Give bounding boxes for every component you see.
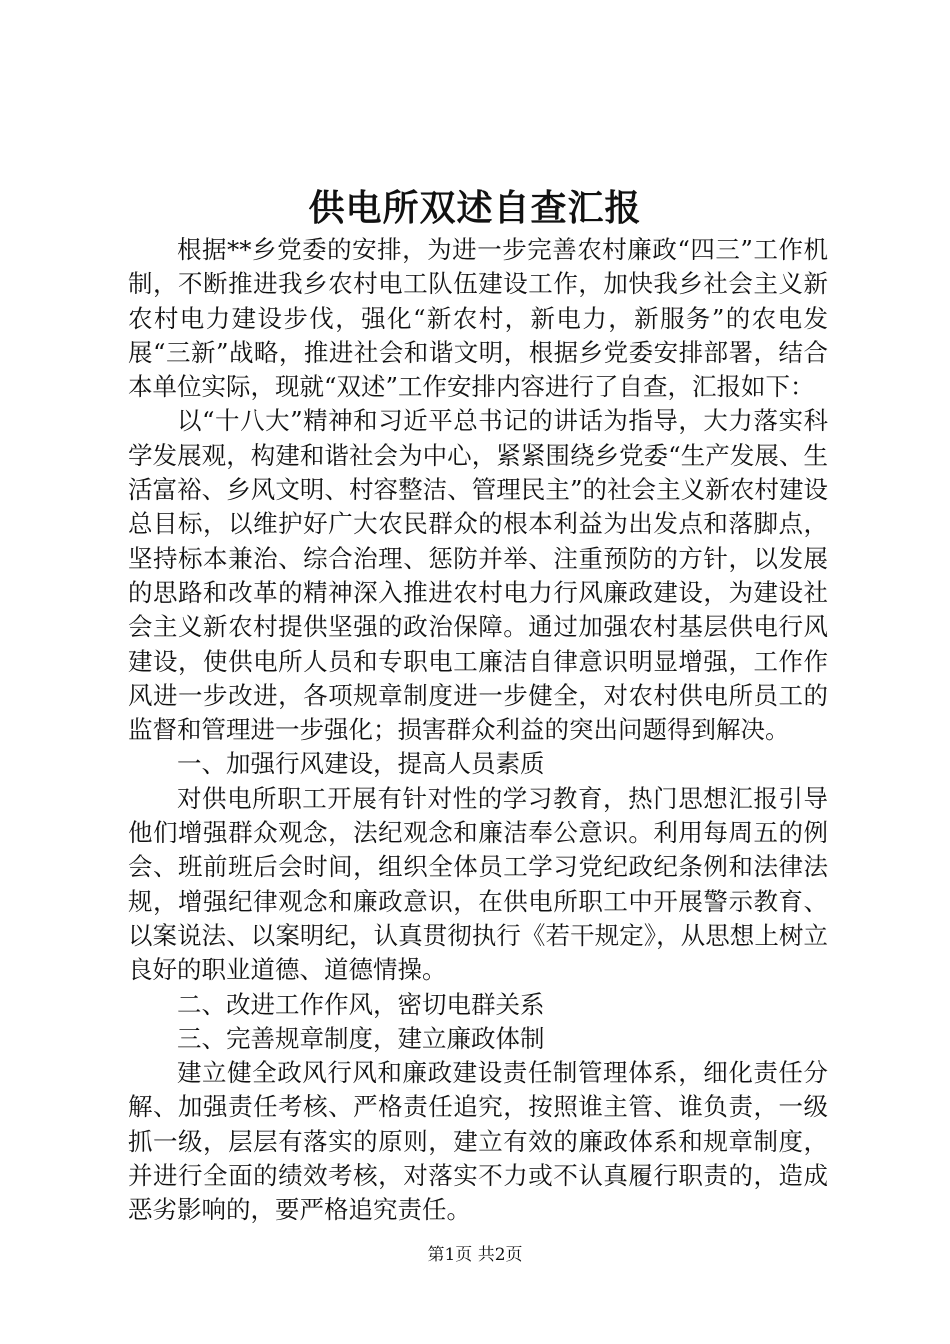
section-heading-1: 一、加强行风建设，提高人员素质 [177, 749, 545, 779]
guiding-principle-paragraph: 以“十八大”精神和习近平总书记的讲话为指导，大力落实科学发展观，构建和谐社会为中心，紧紧围绕乡党委“生产发展、生活富裕、乡风文明、村容整洁、管理民主”的社会主义新农村建设总目标，以维护好广大农民群众的根本利益为出发点和落脚点，坚持标本兼治、综合治理、惩防并举、注重预防的方针，以发展的思路和改革的精神深入推进农村电力行风廉政建设，为建设社会主义新农村提供坚强的政治保障。通过加强农村基层供电行风建设，使供电所人员和专职电工廉洁自律意识明显增强，工作作风进一步改进，各项规章制度进一步健全，对农村供电所员工的监督和管理进一步强化；损害群众利益的突出问题得到解决。 [128, 406, 828, 745]
section-heading-2: 二、改进工作作风，密切电群关系 [177, 989, 545, 1019]
document-body [128, 233, 828, 1228]
document-title: 供电所双述自查汇报 [308, 188, 642, 229]
intro-paragraph: 根据**乡党委的安排，为进一步完善农村廉政“四三”工作机制，不断推进我乡农村电工队伍建设工作，加快我乡社会主义新农村电力建设步伐，强化“新农村，新电力，新服务”的农电发展“三新”战略，推进社会和谐文明，根据乡党委安排部署，结合本单位实际，现就“双述”工作安排内容进行了自查，汇报如下： [128, 235, 828, 402]
section-heading-3: 三、完善规章制度，建立廉政体制 [177, 1023, 545, 1053]
page-number-footer: 第1页 共2页 [427, 1245, 523, 1265]
section-1-paragraph: 对供电所职工开展有针对性的学习教育，热门思想汇报引导他们增强群众观念，法纪观念和廉洁奉公意识。利用每周五的例会、班前班后会时间，组织全体员工学习党纪政纪条例和法律法规，增强纪律观念和廉政意识，在供电所职工中开展警示教育、以案说法、以案明纪，认真贯彻执行《若干规定》，从思想上树立良好的职业道德、道德情操。 [128, 783, 828, 985]
section-3-paragraph: 建立健全政风行风和廉政建设责任制管理体系，细化责任分解、加强责任考核、严格责任追究，按照谁主管、谁负责，一级抓一级，层层有落实的原则，建立有效的廉政体系和规章制度，并进行全面的绩效考核，对落实不力或不认真履行职责的，造成恶劣影响的，要严格追究责任。 [128, 1058, 828, 1225]
